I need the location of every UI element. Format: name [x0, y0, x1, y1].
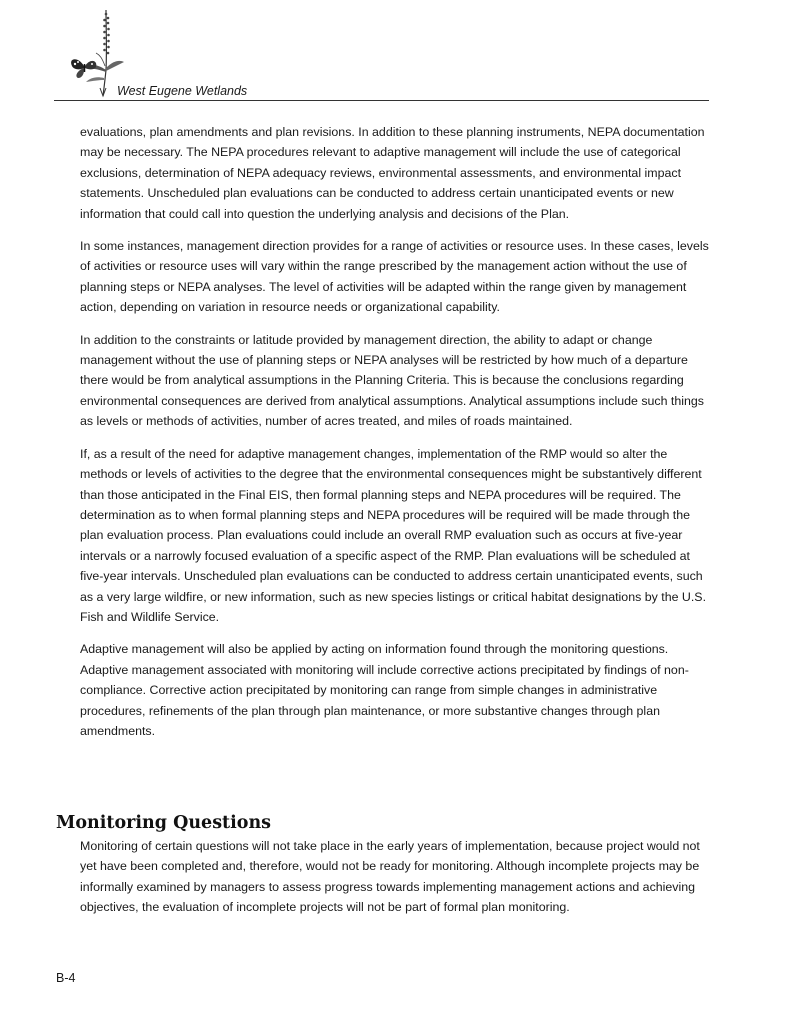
section-heading: Monitoring Questions — [56, 813, 272, 833]
section-paragraph: Monitoring of certain questions will not take place in the early years of implementation, because project would not yet have been completed and, therefore, would not be ready for monitoring. Although incomplete projects may be informally examined by managers to assess progress towards implementing management actions and achieving objectives, the evaluation of incomplete projects will not be part of formal plan monitoring. — [80, 839, 700, 915]
page-number: B-4 — [56, 971, 76, 985]
body-paragraph: In addition to the constraints or latitude provided by management direction, the ability to adapt or change management without the use of planning steps or NEPA analyses will be restricted by how much of a departure there would be from analytical assumptions in the Planning Criteria. This is because the conclusions regarding environmental consequences are derived from analytical assumptions. Analytical assumptions include such things as levels or methods of activities, number of acres treated, and miles of roads maintained. — [80, 332, 704, 429]
page-header — [54, 8, 709, 102]
body-paragraph: Adaptive management will also be applied by acting on information found through the monitoring questions. Adaptive management associated with monitoring will include corrective actions precipitated by findings of non-compliance. Corrective action precipitated by monitoring can range from simple changes in administrative procedures, refinements of the plan through plan maintenance, or more substantive changes through plan amendments. — [80, 642, 689, 738]
section-body — [80, 836, 712, 930]
wetland-plant-butterfly-icon — [56, 8, 126, 98]
body-text — [80, 122, 712, 753]
header-divider — [54, 100, 709, 101]
body-paragraph: evaluations, plan amendments and plan revisions. In addition to these planning instruments, NEPA documentation may be necessary. The NEPA procedures relevant to adaptive management will include the use of categorical exclusions, determination of NEPA adequacy reviews, environmental assessments, and environmental impact statements. Unscheduled plan evaluations can be conducted to address certain unanticipated events or new information that could call into question the underlying analysis and decisions of the Plan. — [80, 125, 705, 221]
body-paragraph: If, as a result of the need for adaptive management changes, implementation of the RMP would so alter the methods or levels of activities to the degree that the environmental consequences might be substantively different than those anticipated in the Final EIS, then formal planning steps and NEPA procedures will be required. The determination as to when formal planning steps and NEPA procedures will be required will be made through the plan evaluation process. Plan evaluations could include an overall RMP evaluation such as occurs at five-year intervals or a narrowly focused evaluation of a specific aspect of the RMP. Plan evaluations will be scheduled at five-year intervals. Unscheduled plan evaluations can be conducted to address certain unanticipated events, such as a very large wildfire, or new information, such as new species listings or critical habitat designations by the U.S. Fish and Wildlife Service. — [80, 446, 707, 624]
header-title: West Eugene Wetlands — [117, 84, 248, 98]
body-paragraph: In some instances, management direction provides for a range of activities or resource uses. In these cases, levels of activities or resource uses will vary within the range prescribed by the management action without the use of planning steps or NEPA analyses. The level of activities will be adapted within the range given by management action, depending on variation in resource needs or organizational capability. — [80, 239, 709, 315]
